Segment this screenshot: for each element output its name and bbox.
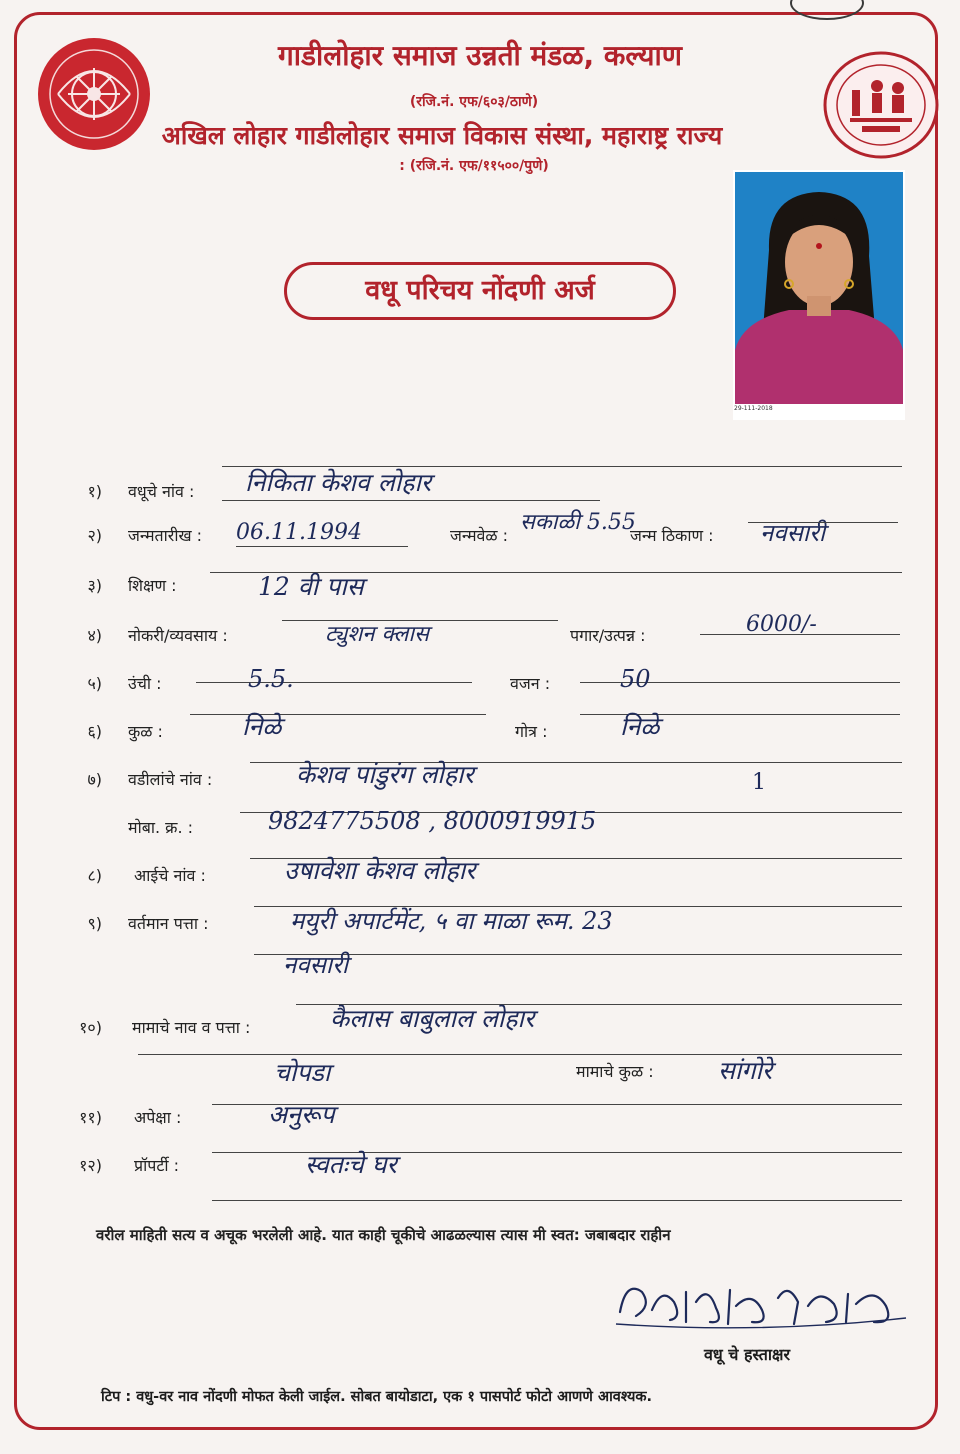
address-value: मयुरी अपार्टमेंट, ५ वा माळा रूम. 23 [290, 907, 613, 935]
clan-line [190, 714, 486, 715]
declaration-text: वरील माहिती सत्य व अचूक भरलेली आहे. यात काही चूकीचे आढळल्यास त्यास मी स्वत: जबाबदार राहीन [96, 1226, 671, 1244]
expectation-label: अपेक्षा : [134, 1108, 182, 1127]
maternal-uncle-address: चोपडा [274, 1058, 331, 1087]
clan-value: निळे [242, 712, 282, 741]
org-name-secondary: अखिल लोहार गाडीलोहार समाज विकास संस्था, महाराष्ट्र राज्य [161, 121, 723, 150]
signature-image [612, 1272, 912, 1336]
mother-name-label: आईचे नांव : [134, 866, 206, 885]
maternal-uncle-value: कैलास बाबुलाल लोहार [330, 1004, 535, 1033]
gotra-value: निळे [620, 712, 660, 741]
field-number: ५) [87, 674, 102, 693]
property-label: प्रॉपर्टी : [134, 1156, 180, 1175]
property-line-2 [212, 1200, 902, 1201]
bride-name-line [222, 466, 902, 467]
education-value: 12 वी पास [258, 572, 364, 601]
org-name-primary: गाडीलोहार समाज उन्नती मंडळ, कल्याण [278, 39, 682, 72]
birth-time-value: सकाळी 5.55 [520, 510, 636, 535]
property-value: स्वतःचे घर [305, 1150, 397, 1179]
address-value-2: नवसारी [283, 951, 349, 979]
height-value: 5.5. [248, 665, 294, 693]
maternal-clan-value: सांगोरे [718, 1056, 773, 1085]
birth-place-label: जन्म ठिकाण : [630, 526, 714, 545]
address-line-2 [254, 954, 902, 955]
income-line [700, 634, 900, 635]
occupation-label: नोकरी/व्यवसाय : [128, 626, 228, 645]
dob-value: 06.11.1994 [236, 520, 362, 545]
field-number: ७) [87, 770, 102, 789]
maternal-uncle-line-2 [138, 1054, 902, 1055]
birth-place-line [748, 522, 898, 523]
field-number: ११) [79, 1108, 102, 1127]
field-number: ९) [87, 914, 102, 933]
field-number: ४) [87, 626, 102, 645]
dob-label: जन्मतारीख : [128, 526, 203, 545]
gotra-label: गोत्र : [515, 722, 548, 741]
income-label: पगार/उत्पन्न : [570, 626, 646, 645]
height-label: उंची : [128, 674, 162, 693]
maternal-uncle-label: मामाचे नाव व पत्ता : [132, 1018, 251, 1037]
passport-photo [733, 170, 905, 420]
height-line [196, 682, 472, 683]
mobile-value: 9824775508 , 8000919915 [268, 807, 597, 835]
address-label: वर्तमान पत्ता : [128, 914, 209, 933]
education-label: शिक्षण : [128, 576, 177, 595]
birth-time-label: जन्मवेळ : [450, 526, 509, 545]
field-number: १०) [79, 1018, 102, 1037]
father-name-label: वडीलांचे नांव : [128, 770, 213, 789]
expectation-value: अनुरूप [268, 1100, 335, 1129]
form-title: वधू परिचय नोंदणी अर्ज [284, 262, 676, 320]
mother-name-value: उषावेशा केशव लोहार [284, 856, 476, 885]
bride-name-label: वधूचे नांव : [128, 482, 195, 501]
mobile-label: मोबा. क्र. : [128, 818, 194, 837]
maternal-clan-label: मामाचे कुळ : [576, 1062, 654, 1081]
tip-note: टिप : वधु-वर नाव नोंदणी मोफत केली जाईल. सोबत बायोडाटा, एक १ पासपोर्ट फोटो आणणे आवश्यक. [101, 1389, 653, 1405]
field-number: ३) [87, 576, 102, 595]
clan-label: कुळ : [128, 722, 163, 741]
photo-date-stamp: 29-111-2018 [734, 405, 773, 412]
weight-label: वजन : [510, 674, 551, 693]
signature-label: वधू चे हस्ताक्षर [704, 1345, 791, 1364]
father-name-value: केशव पांडुरंग लोहार [296, 760, 474, 789]
bride-name-underline [222, 500, 600, 501]
field-number: ६) [87, 722, 102, 741]
dob-line [236, 546, 408, 547]
field-number: ८) [87, 866, 102, 885]
weight-value: 50 [620, 665, 651, 693]
margin-note: 1 [752, 770, 766, 795]
birth-place-value: नवसारी [760, 519, 826, 547]
org-registration-primary: (रजि.नं. एफ/६०३/ठाणे) [409, 94, 539, 110]
field-number: २) [87, 526, 102, 545]
occupation-value: ट्युशन क्लास [325, 622, 429, 647]
org-registration-secondary: : (रजि.नं. एफ/११५००/पुणे) [399, 158, 549, 174]
field-number: १२) [79, 1156, 102, 1175]
income-value: 6000/- [746, 612, 817, 637]
bride-name-value: निकिता केशव लोहार [245, 468, 432, 497]
field-number: १) [87, 482, 102, 501]
